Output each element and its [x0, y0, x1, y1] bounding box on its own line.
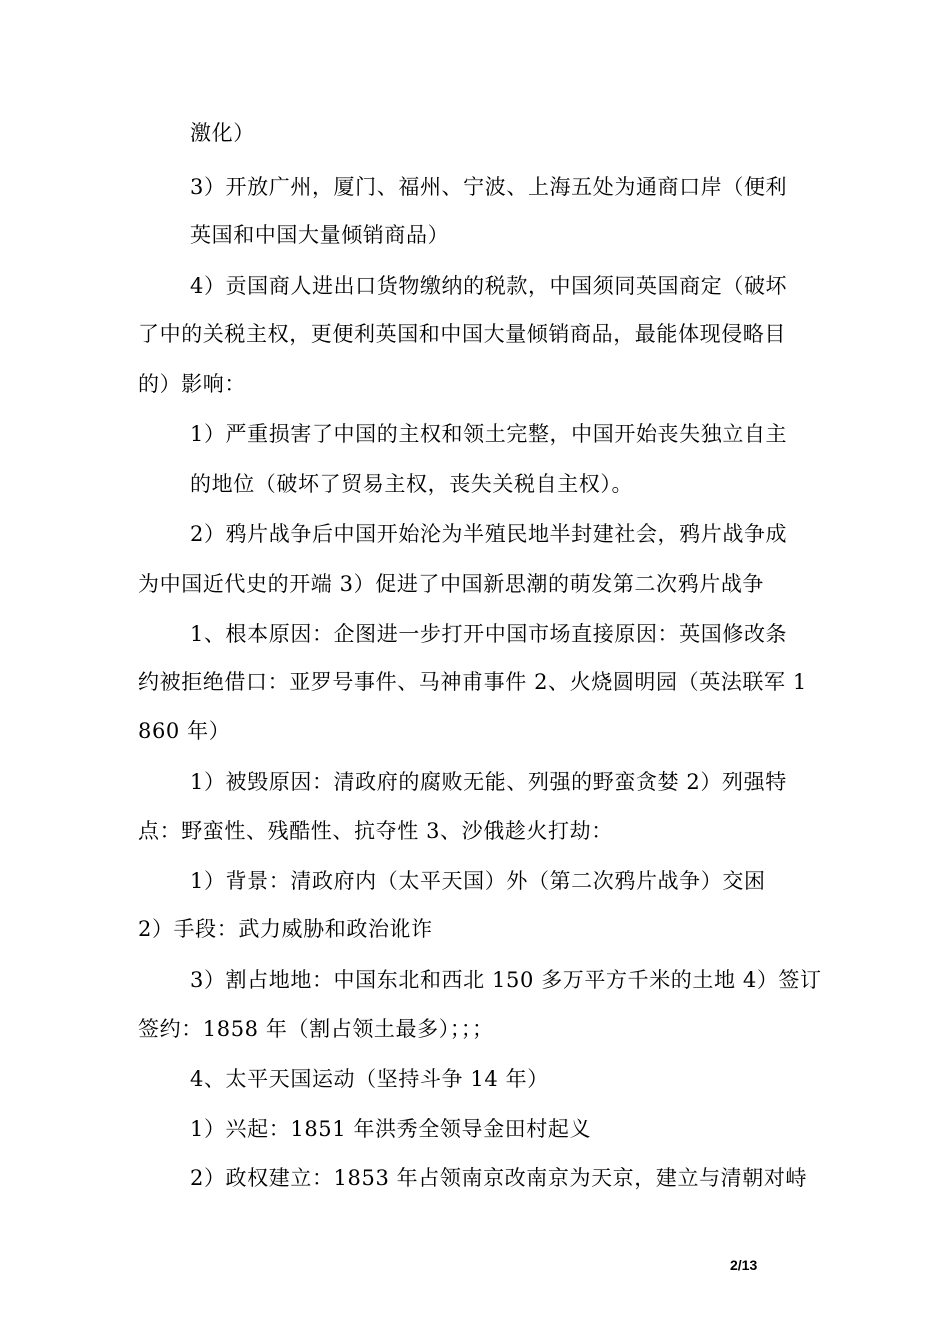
text-line: 3）开放广州，厦门、福州、宁波、上海五处为通商口岸（便利 [190, 175, 788, 199]
text-line: 1）背景：清政府内（太平天国）外（第二次鸦片战争）交困 [190, 869, 766, 893]
text-line: 2）政权建立：1853 年占领南京改南京为天京，建立与清朝对峙 [190, 1166, 808, 1190]
text-line: 点：野蛮性、残酷性、抗夺性 3、沙俄趁火打劫： [138, 819, 613, 843]
text-line: 的地位（破坏了贸易主权，丧失关税自主权）。 [190, 472, 634, 496]
text-line: 860 年） [138, 719, 231, 743]
text-line: 1）被毁原因：清政府的腐败无能、列强的野蛮贪婪 2）列强特 [190, 770, 787, 794]
text-line: 1、根本原因：企图进一步打开中国市场直接原因：英国修改条 [190, 622, 788, 646]
text-line: 1）严重损害了中国的主权和领土完整，中国开始丧失独立自主 [190, 422, 788, 446]
page-number: 2/13 [730, 1257, 758, 1273]
text-line: 为中国近代史的开端 3）促进了中国新思潮的萌发第二次鸦片战争 [138, 572, 765, 596]
text-line: 的）影响： [138, 372, 246, 396]
text-line: 约被拒绝借口：亚罗号事件、马神甫事件 2、火烧圆明园（英法联军 1 [138, 670, 807, 694]
text-line: 签约：1858 年（割占领土最多）；；； [138, 1017, 494, 1041]
text-line: 了中的关税主权，更便利英国和中国大量倾销商品，最能体现侵略目 [138, 322, 786, 346]
text-line: 4、太平天国运动（坚持斗争 14 年） [190, 1067, 549, 1091]
text-line: 4）贡国商人进出口货物缴纳的税款，中国须同英国商定（破坏 [190, 274, 788, 298]
text-line: 1）兴起：1851 年洪秀全领导金田村起义 [190, 1117, 592, 1141]
text-line: 激化） [190, 121, 255, 145]
text-line: 2）手段：武力威胁和政治讹诈 [138, 917, 433, 941]
text-line: 3）割占地地：中国东北和西北 150 多万平方千米的土地 4）签订 [190, 968, 822, 992]
text-line: 英国和中国大量倾销商品） [190, 223, 450, 247]
text-line: 2）鸦片战争后中国开始沦为半殖民地半封建社会，鸦片战争成 [190, 522, 788, 546]
